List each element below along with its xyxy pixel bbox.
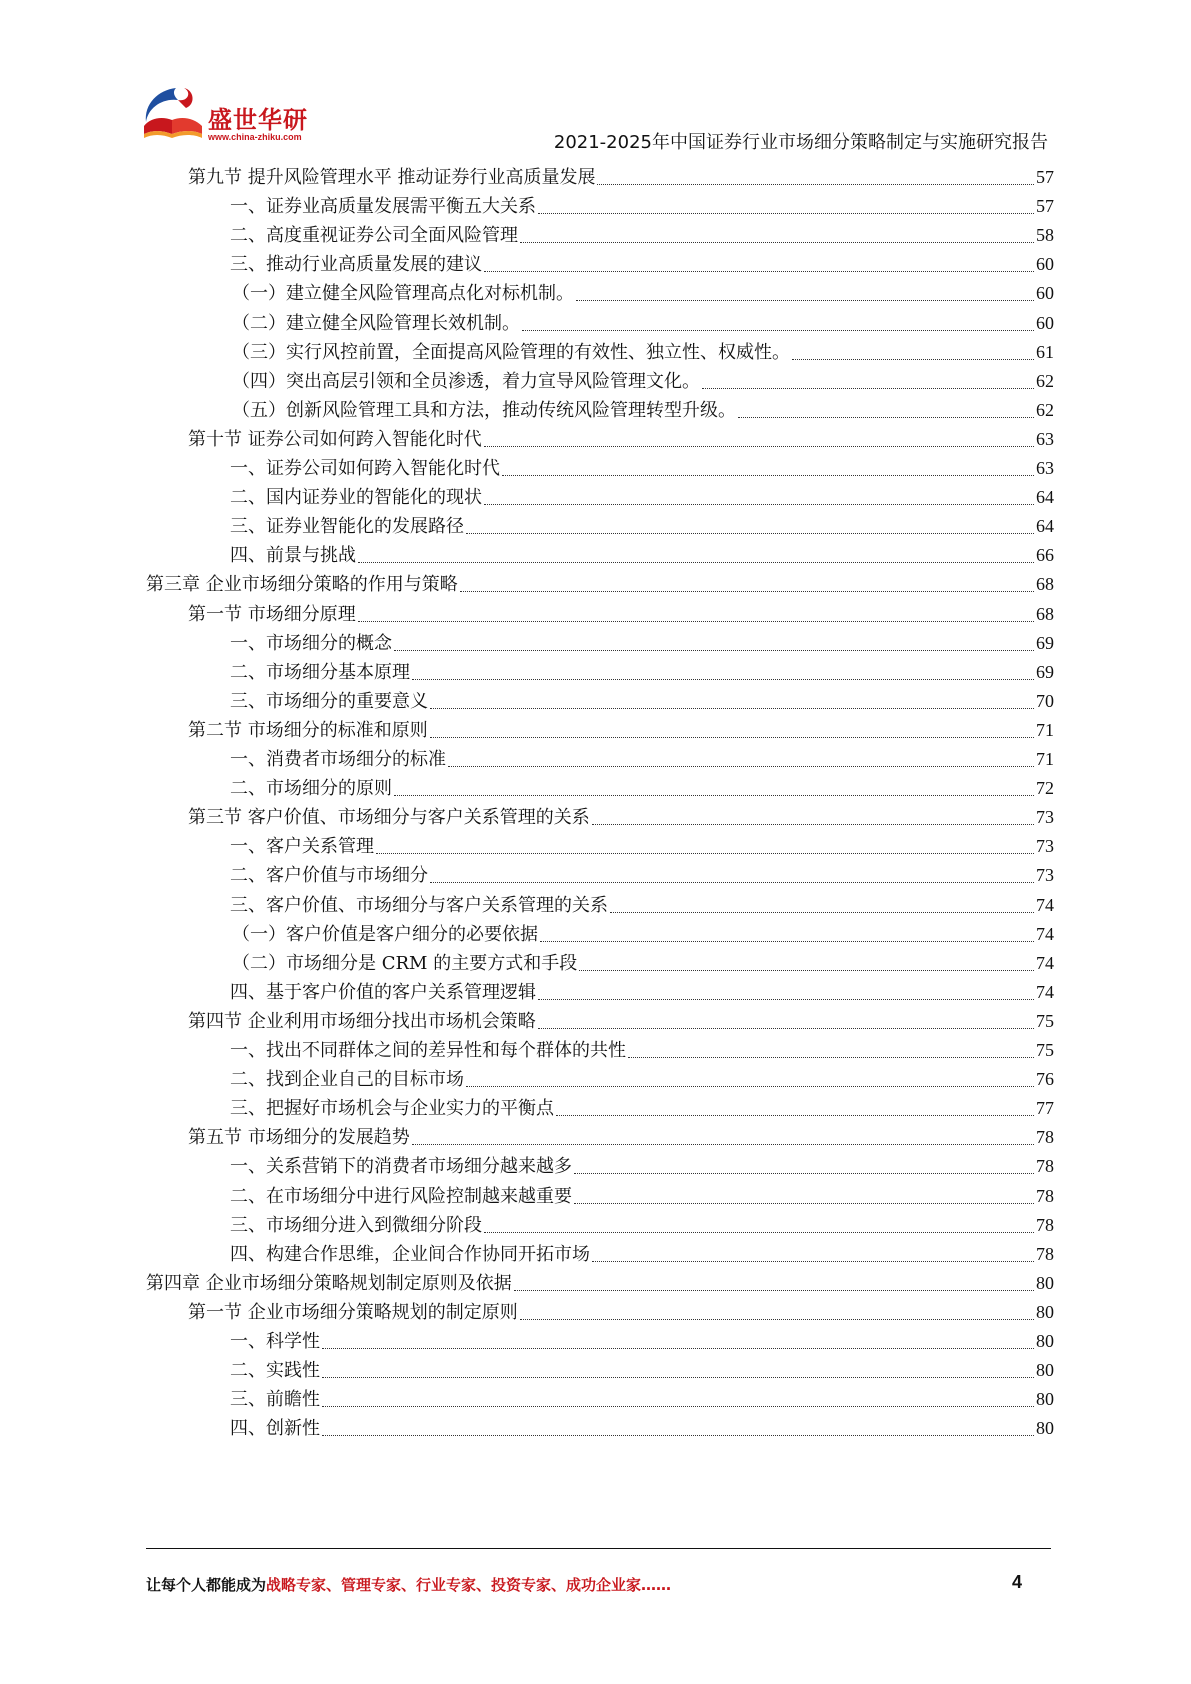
toc-leader-dots <box>520 1319 1034 1320</box>
toc-leader-dots <box>576 300 1034 301</box>
toc-entry-title: （五）创新风险管理工具和方法，推动传统风险管理转型升级。 <box>232 399 736 421</box>
toc-leader-dots <box>448 766 1034 767</box>
toc-entry-title: 一、客户关系管理 <box>230 836 374 858</box>
toc-entry[interactable] <box>188 599 1054 630</box>
toc-leader-dots <box>322 1406 1034 1407</box>
toc-entry-title: 第一节 企业市场细分策略规划的制定原则 <box>188 1301 518 1323</box>
toc-entry-page: 74 <box>1036 981 1054 1002</box>
toc-entry[interactable] <box>188 1006 1054 1037</box>
toc-entry[interactable] <box>230 453 1054 484</box>
toc-entry-page: 74 <box>1036 894 1054 915</box>
toc-entry[interactable] <box>230 511 1054 542</box>
toc-entry-page: 73 <box>1036 836 1054 857</box>
toc-entry-page: 80 <box>1036 1360 1054 1381</box>
toc-entry-title: （一）建立健全风险管理高点化对标机制。 <box>232 283 574 305</box>
toc-entry-title: 第九节 提升风险管理水平 推动证券行业高质量发展 <box>188 167 596 188</box>
toc-entry-page: 78 <box>1036 1243 1054 1264</box>
toc-entry[interactable] <box>188 715 1054 746</box>
toc-entry[interactable] <box>230 482 1054 513</box>
toc-entry[interactable] <box>230 1210 1054 1241</box>
toc-entry[interactable] <box>230 831 1054 862</box>
toc-entry-page: 78 <box>1036 1156 1054 1177</box>
toc-entry-title: 二、市场细分的原则 <box>230 778 392 800</box>
toc-entry-title: 三、市场细分进入到微细分阶段 <box>230 1214 482 1236</box>
toc-entry-title: 二、在市场细分中进行风险控制越来越重要 <box>230 1185 572 1207</box>
toc-entry[interactable] <box>232 366 1054 397</box>
toc-entry[interactable] <box>230 1151 1054 1182</box>
toc-leader-dots <box>412 1144 1034 1145</box>
toc-entry-page: 74 <box>1036 923 1054 944</box>
toc-entry[interactable] <box>230 890 1054 921</box>
toc-leader-dots <box>610 912 1034 913</box>
toc-entry[interactable] <box>230 191 1054 222</box>
toc-entry[interactable] <box>230 977 1054 1008</box>
toc-entry-title: 一、消费者市场细分的标准 <box>230 749 446 770</box>
toc-entry-page: 62 <box>1036 399 1054 420</box>
toc-entry-page: 60 <box>1036 312 1054 333</box>
toc-entry-title: 一、证券公司如何跨入智能化时代 <box>230 458 500 479</box>
toc-entry-title: 第一节 市场细分原理 <box>188 603 356 625</box>
logo-swoosh-icon <box>136 82 216 152</box>
toc-entry-title: 一、科学性 <box>230 1331 320 1352</box>
toc-entry[interactable] <box>232 278 1054 309</box>
toc-entry-page: 80 <box>1036 1331 1054 1351</box>
toc-entry-title: 二、高度重视证券公司全面风险管理 <box>230 225 518 247</box>
toc-entry-title: 二、找到企业自己的目标市场 <box>230 1069 464 1091</box>
toc-entry-page: 62 <box>1036 370 1054 391</box>
toc-entry-page: 75 <box>1036 1040 1054 1060</box>
toc-leader-dots <box>538 1028 1034 1029</box>
toc-leader-dots <box>376 853 1034 854</box>
toc-leader-dots <box>430 882 1034 883</box>
toc-leader-dots <box>702 388 1034 389</box>
toc-entry-page: 73 <box>1036 807 1054 828</box>
toc-entry[interactable] <box>230 1326 1054 1357</box>
toc-leader-dots <box>538 999 1034 1000</box>
toc-entry-title: 三、市场细分的重要意义 <box>230 690 428 712</box>
toc-entry-page: 60 <box>1036 283 1054 304</box>
toc-entry-page: 69 <box>1036 661 1054 682</box>
toc-entry-title: 第五节 市场细分的发展趋势 <box>188 1127 410 1149</box>
toc-entry-title: 二、实践性 <box>230 1360 320 1382</box>
toc-leader-dots <box>484 504 1034 505</box>
toc-entry[interactable] <box>230 1384 1054 1415</box>
toc-entry-page: 73 <box>1036 865 1054 886</box>
toc-leader-dots <box>556 1115 1034 1116</box>
toc-entry-page: 74 <box>1036 952 1054 973</box>
toc-entry-title: 四、基于客户价值的客户关系管理逻辑 <box>230 981 536 1003</box>
toc-entry-page: 80 <box>1036 1418 1054 1439</box>
toc-leader-dots <box>394 650 1034 651</box>
toc-entry-page: 57 <box>1036 167 1054 187</box>
toc-entry[interactable] <box>230 1093 1054 1124</box>
toc-entry-page: 78 <box>1036 1127 1054 1148</box>
footer-divider <box>146 1548 1051 1549</box>
toc-leader-dots <box>430 737 1034 738</box>
toc-entry-page: 80 <box>1036 1301 1054 1322</box>
toc-leader-dots <box>540 941 1034 942</box>
toc-entry[interactable] <box>230 773 1054 804</box>
toc-entry[interactable] <box>230 1035 1054 1066</box>
toc-entry[interactable] <box>230 220 1054 251</box>
toc-leader-dots <box>522 330 1034 331</box>
toc-leader-dots <box>358 562 1034 563</box>
toc-entry-page: 69 <box>1036 632 1054 653</box>
toc-entry[interactable] <box>232 395 1054 426</box>
toc-entry-page: 64 <box>1036 487 1054 508</box>
toc-entry-title: 第三节 客户价值、市场细分与客户关系管理的关系 <box>188 807 590 829</box>
toc-entry[interactable] <box>230 1239 1054 1270</box>
footer-slogan-highlight: 战略专家、管理专家、行业专家、投资专家、成功企业家…… <box>266 1576 672 1594</box>
toc-entry-title: （二）市场细分是 CRM 的主要方式和手段 <box>232 952 578 974</box>
toc-entry[interactable] <box>188 162 1054 193</box>
toc-entry-title: 四、创新性 <box>230 1418 320 1440</box>
toc-entry-page: 78 <box>1036 1214 1054 1235</box>
toc-leader-dots <box>430 708 1034 709</box>
toc-entry-page: 61 <box>1036 341 1054 362</box>
toc-leader-dots <box>538 213 1034 214</box>
toc-entry[interactable] <box>188 1122 1054 1153</box>
toc-entry[interactable] <box>230 249 1054 280</box>
toc-leader-dots <box>592 824 1034 825</box>
toc-entry[interactable] <box>232 308 1054 339</box>
toc-entry-page: 58 <box>1036 225 1054 246</box>
toc-entry-page: 60 <box>1036 254 1054 275</box>
toc-entry-page: 78 <box>1036 1185 1054 1206</box>
toc-entry[interactable] <box>230 1181 1054 1212</box>
toc-entry-page: 80 <box>1036 1389 1054 1410</box>
toc-entry-title: 第二节 市场细分的标准和原则 <box>188 719 428 741</box>
toc-entry-page: 63 <box>1036 428 1054 449</box>
toc-leader-dots <box>412 679 1034 680</box>
toc-entry-page: 63 <box>1036 458 1054 478</box>
footer-slogan-lead: 让每个人都能成为 <box>146 1576 267 1594</box>
toc-entry[interactable] <box>188 424 1054 455</box>
toc-leader-dots <box>358 621 1034 622</box>
toc-entry[interactable] <box>230 628 1054 659</box>
toc-entry-title: 一、市场细分的概念 <box>230 632 392 654</box>
toc-entry[interactable] <box>146 1268 1054 1299</box>
toc-entry-title: 二、客户价值与市场细分 <box>230 865 428 887</box>
toc-leader-dots <box>322 1435 1034 1436</box>
toc-leader-dots <box>484 1232 1034 1233</box>
footer-slogan <box>146 1574 671 1595</box>
toc-entry-page: 71 <box>1036 749 1054 769</box>
toc-entry-title: 一、找出不同群体之间的差异性和每个群体的共性 <box>230 1040 626 1061</box>
toc-entry[interactable] <box>230 540 1054 571</box>
toc-entry-page: 75 <box>1036 1010 1054 1031</box>
toc-entry[interactable] <box>232 337 1054 368</box>
toc-entry-page: 57 <box>1036 196 1054 217</box>
toc-entry[interactable] <box>230 1064 1054 1095</box>
toc-leader-dots <box>792 359 1034 360</box>
toc-entry[interactable] <box>230 657 1054 688</box>
toc-entry-page: 71 <box>1036 719 1054 740</box>
toc-entry[interactable] <box>188 1297 1054 1328</box>
toc-leader-dots <box>514 1290 1034 1291</box>
toc-entry-title: 三、把握好市场机会与企业实力的平衡点 <box>230 1098 554 1120</box>
toc-entry-title: 第四章 企业市场细分策略规划制定原则及依据 <box>146 1272 512 1294</box>
toc-leader-dots <box>460 591 1034 592</box>
logo-url: www.china-zhiku.com <box>208 132 302 142</box>
toc-leader-dots <box>738 417 1034 418</box>
toc-leader-dots <box>484 446 1034 447</box>
document-title: 2021-2025年中国证券行业市场细分策略制定与实施研究报告 <box>553 132 1048 153</box>
toc-entry[interactable] <box>188 802 1054 833</box>
toc-entry-title: 一、关系营销下的消费者市场细分越来越多 <box>230 1156 572 1178</box>
toc-entry[interactable] <box>146 569 1054 600</box>
toc-entry-title: 二、国内证券业的智能化的现状 <box>230 487 482 509</box>
toc-entry-title: （二）建立健全风险管理长效机制。 <box>232 312 520 334</box>
toc-entry-title: （三）实行风控前置，全面提高风险管理的有效性、独立性、权威性。 <box>232 341 790 363</box>
toc-entry[interactable] <box>230 1355 1054 1386</box>
toc-entry-title: （一）客户价值是客户细分的必要依据 <box>232 923 538 945</box>
toc-leader-dots <box>574 1173 1034 1174</box>
toc-entry[interactable] <box>230 744 1054 775</box>
toc-leader-dots <box>628 1057 1034 1058</box>
toc-entry[interactable] <box>230 860 1054 891</box>
toc-leader-dots <box>520 242 1034 243</box>
toc-leader-dots <box>466 1086 1034 1087</box>
toc-entry[interactable] <box>232 948 1054 979</box>
toc-entry[interactable] <box>230 686 1054 717</box>
toc-entry-page: 66 <box>1036 545 1054 566</box>
toc-entry[interactable] <box>230 1413 1054 1444</box>
toc-entry-page: 72 <box>1036 778 1054 799</box>
toc-entry-title: 二、市场细分基本原理 <box>230 661 410 683</box>
toc-entry-page: 70 <box>1036 690 1054 711</box>
toc-entry-title: 一、证券业高质量发展需平衡五大关系 <box>230 196 536 218</box>
toc-leader-dots <box>394 795 1034 796</box>
toc-entry-title: （四）突出高层引领和全员渗透，着力宣导风险管理文化。 <box>232 370 700 392</box>
toc-entry-page: 64 <box>1036 516 1054 537</box>
toc-entry-page: 68 <box>1036 603 1054 624</box>
toc-entry-title: 三、推动行业高质量发展的建议 <box>230 254 482 276</box>
toc-entry-title: 三、客户价值、市场细分与客户关系管理的关系 <box>230 894 608 916</box>
page-number: 4 <box>1012 1572 1023 1592</box>
toc-leader-dots <box>574 1203 1034 1204</box>
toc-entry-page: 76 <box>1036 1069 1054 1090</box>
toc-entry-page: 77 <box>1036 1098 1054 1119</box>
toc-leader-dots <box>579 970 1034 971</box>
toc-leader-dots <box>502 475 1034 476</box>
toc-entry-title: 第三章 企业市场细分策略的作用与策略 <box>146 574 458 596</box>
toc-entry-page: 80 <box>1036 1272 1054 1293</box>
toc-entry[interactable] <box>232 919 1054 950</box>
toc-entry-title: 第十节 证券公司如何跨入智能化时代 <box>188 428 482 450</box>
toc-entry-title: 第四节 企业利用市场细分找出市场机会策略 <box>188 1010 536 1032</box>
toc-leader-dots <box>597 184 1034 185</box>
toc-leader-dots <box>592 1261 1034 1262</box>
toc-leader-dots <box>322 1348 1034 1349</box>
toc-leader-dots <box>484 271 1034 272</box>
toc-leader-dots <box>466 533 1034 534</box>
toc-entry-title: 三、证券业智能化的发展路径 <box>230 516 464 538</box>
toc-entry-title: 四、构建合作思维，企业间合作协同开拓市场 <box>230 1243 590 1265</box>
toc-entry-page: 68 <box>1036 574 1054 595</box>
toc-leader-dots <box>322 1377 1034 1378</box>
toc-entry-title: 三、前瞻性 <box>230 1389 320 1411</box>
logo-text: 盛世华研 <box>208 106 308 134</box>
toc-entry-title: 四、前景与挑战 <box>230 545 356 567</box>
